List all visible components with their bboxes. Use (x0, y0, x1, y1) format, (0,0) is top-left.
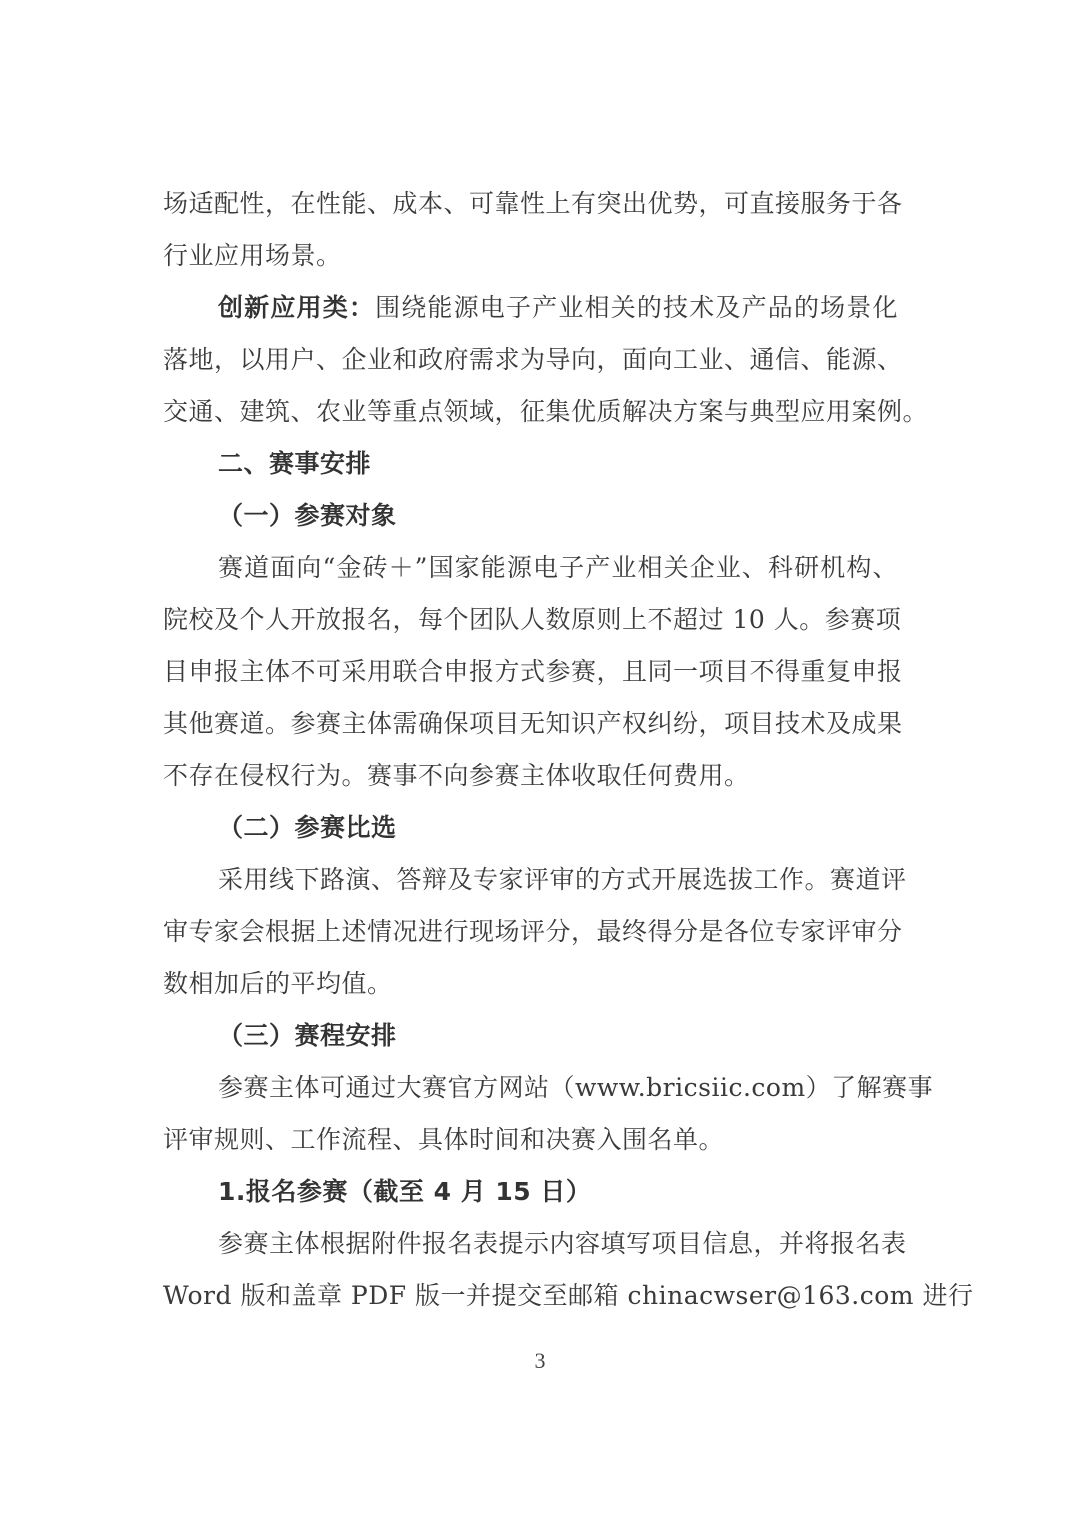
section-heading: 二、赛事安排 (218, 449, 372, 478)
innovation-text: 围绕能源电子产业相关的技术及产品的场景化 (375, 293, 898, 322)
subsection-heading: （三）赛程安排 (218, 1021, 397, 1050)
subsection-heading: （一）参赛对象 (218, 501, 397, 530)
subsection-heading: （二）参赛比选 (218, 813, 397, 842)
body-text-line: 场适配性，在性能、成本、可靠性上有突出优势，可直接服务于各 (163, 189, 903, 218)
body-text-line: 采用线下路演、答辩及专家评审的方式开展选拔工作。赛道评 (218, 865, 907, 894)
body-text-line: 审专家会根据上述情况进行现场评分，最终得分是各位专家评审分 (163, 917, 903, 946)
body-text-line: 院校及个人开放报名，每个团队人数原则上不超过 10 人。参赛项 (163, 605, 902, 634)
innovation-paragraph-line (218, 292, 898, 324)
page-number: 3 (534, 1348, 546, 1373)
body-text-line: 目申报主体不可采用联合申报方式参赛，且同一项目不得重复申报 (163, 657, 903, 686)
body-text-line: 行业应用场景。 (163, 241, 342, 270)
body-text-line: 赛道面向“金砖＋”国家能源电子产业相关企业、科研机构、 (218, 553, 898, 582)
body-text-line: 落地，以用户、企业和政府需求为导向，面向工业、通信、能源、 (163, 345, 903, 374)
body-text-line: 交通、建筑、农业等重点领域，征集优质解决方案与典型应用案例。 (163, 397, 929, 426)
item-heading: 1.报名参赛（截至 4 月 15 日） (218, 1177, 592, 1206)
body-text-line: 数相加后的平均值。 (163, 969, 393, 998)
body-text-line: Word 版和盖章 PDF 版一并提交至邮箱 chinacwser@163.com 进行 (163, 1281, 974, 1310)
innovation-label: 创新应用类： (218, 293, 376, 322)
body-text-line: 参赛主体根据附件报名表提示内容填写项目信息，并将报名表 (218, 1229, 907, 1258)
body-text-line: 评审规则、工作流程、具体时间和决赛入围名单。 (163, 1125, 725, 1154)
body-text-line: 参赛主体可通过大赛官方网站（www.bricsiic.com）了解赛事 (218, 1073, 934, 1102)
body-text-line: 不存在侵权行为。赛事不向参赛主体收取任何费用。 (163, 761, 750, 790)
body-text-line: 其他赛道。参赛主体需确保项目无知识产权纠纷，项目技术及成果 (163, 709, 903, 738)
